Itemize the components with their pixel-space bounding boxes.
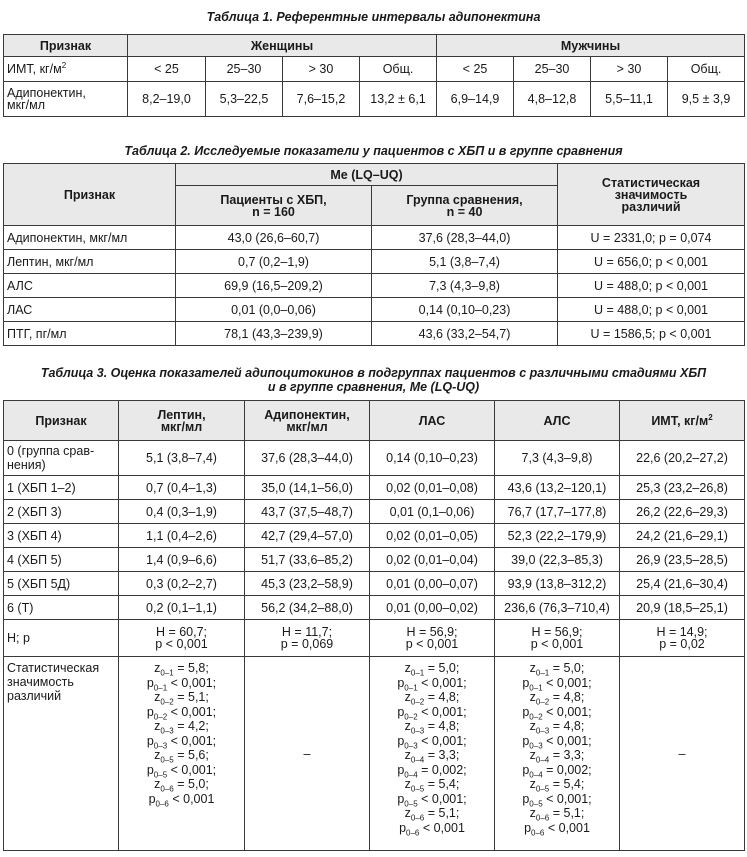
t3-sig-als — [495, 657, 620, 851]
t2-cell-patients: 43,0 (26,6–60,7) — [176, 226, 372, 250]
table1-caption: Таблица 1. Референтные интервалы адипонектина — [206, 10, 541, 24]
sig-line: $p_{0-5} < 0,001$; — [522, 791, 592, 808]
t3-header-las: ЛАС — [370, 401, 495, 441]
t1-bmi-cell: Общ. — [668, 57, 745, 82]
t2-cell-name: Адипонектин, мкг/мл — [4, 226, 176, 250]
t1-adip-cell: 5,3–22,5 — [206, 82, 283, 117]
t3-header-bmi: ИМТ, $кг/м^2$ — [620, 401, 745, 441]
t3-cell-als: 39,0 (22,3–85,3) — [495, 548, 620, 572]
t3-cell-als: 76,7 (17,7–177,8) — [495, 500, 620, 524]
sig-line: $p_{0-2} < 0,001$; — [522, 704, 592, 721]
t1-adip-cell: 9,5 ± 3,9 — [668, 82, 745, 117]
t3-cell-leptin: 5,1 (3,8–7,4) — [119, 441, 245, 476]
sig-line: $p_{0-2} < 0,001$; — [397, 704, 467, 721]
t2-cell-name: ПТГ, пг/мл — [4, 322, 176, 346]
t3-cell-adip: 42,7 (29,4–57,0) — [245, 524, 370, 548]
t2-header-me: Me (LQ–UQ) — [176, 164, 558, 186]
sig-line: $z_{0-2} = 4,8$; — [404, 690, 460, 707]
t3-sig-label: Статистическая значимость различий — [4, 657, 119, 851]
sig-line: $p_{0-6} < 0,001$ — [399, 820, 465, 837]
t3-cell-bmi: 26,9 (23,5–28,5) — [620, 548, 745, 572]
t3-cell-leptin: 0,4 (0,3–1,9) — [119, 500, 245, 524]
t3-cell-name: 0 (группа срав- нения) — [4, 441, 119, 476]
t3-hp-adiponectin: H = 11,7; p = 0,069 — [245, 620, 370, 657]
t3-sig-leptin — [119, 657, 245, 851]
sig-line: $z_{0-3} = 4,8$; — [529, 719, 585, 736]
t3-cell-las: 0,02 (0,01–0,05) — [370, 524, 495, 548]
t1-header-men: Мужчины — [437, 35, 745, 57]
t3-cell-leptin: 1,1 (0,4–2,6) — [119, 524, 245, 548]
t2-cell-name: АЛС — [4, 274, 176, 298]
t3-hp-label: H; p — [4, 620, 119, 657]
t3-cell-adip: 56,2 (34,2–88,0) — [245, 596, 370, 620]
sig-line: $p_{0-3} < 0,001$; — [397, 733, 467, 750]
t1-bmi-cell: > 30 — [591, 57, 668, 82]
t2-cell-patients: 69,9 (16,5–209,2) — [176, 274, 372, 298]
t3-cell-als: 7,3 (4,3–9,8) — [495, 441, 620, 476]
t1-bmi-cell: Общ. — [360, 57, 437, 82]
t3-cell-las: 0,02 (0,01–0,08) — [370, 476, 495, 500]
t3-cell-leptin: 0,2 (0,1–1,1) — [119, 596, 245, 620]
t3-row — [4, 572, 745, 596]
t3-cell-als: 236,6 (76,3–710,4) — [495, 596, 620, 620]
sig-line: $z_{0-5} = 5,6$; — [154, 748, 209, 765]
t3-cell-name: 1 (ХБП 1–2) — [4, 476, 119, 500]
t1-adip-cell: 7,6–15,2 — [283, 82, 360, 117]
t3-cell-bmi: 25,3 (23,2–26,8) — [620, 476, 745, 500]
sig-line: $z_{0-6} = 5,1$; — [404, 806, 460, 823]
sig-line: $p_{0-6} < 0,001$ — [524, 820, 590, 837]
sig-line: $z_{0-6} = 5,0$; — [154, 777, 209, 794]
sig-line: $p_{0-1} < 0,001$; — [397, 675, 467, 692]
t3-cell-leptin: 1,4 (0,9–6,6) — [119, 548, 245, 572]
t3-cell-adip: 37,6 (28,3–44,0) — [245, 441, 370, 476]
t3-hp-leptin: H = 60,7; p < 0,001 — [119, 620, 245, 657]
t3-cell-als: 52,3 (22,2–179,9) — [495, 524, 620, 548]
t1-bmi-cell: < 25 — [437, 57, 514, 82]
t2-cell-comparison: 0,14 (0,10–0,23) — [372, 298, 558, 322]
t3-hp-als: H = 56,9; p < 0,001 — [495, 620, 620, 657]
t2-header-comparison: Группа сравнения, n = 40 — [372, 186, 558, 226]
t3-cell-adip: 43,7 (37,5–48,7) — [245, 500, 370, 524]
t3-row — [4, 596, 745, 620]
sig-line: $p_{0-3} < 0,001$; — [522, 733, 592, 750]
t1-adip-cell: 13,2 ± 6,1 — [360, 82, 437, 117]
table3 — [3, 400, 745, 851]
t2-cell-stat: U = 488,0; p < 0,001 — [558, 274, 745, 298]
sig-line: $p_{0-5} < 0,001$; — [397, 791, 467, 808]
sig-line: $z_{0-1} = 5,0$; — [404, 661, 460, 678]
t2-header-patients: Пациенты с ХБП, n = 160 — [176, 186, 372, 226]
t2-row — [4, 226, 745, 250]
t2-row — [4, 250, 745, 274]
t2-row — [4, 274, 745, 298]
t2-header-sign: Признак — [4, 164, 176, 226]
sig-line: $z_{0-3} = 4,8$; — [404, 719, 460, 736]
t3-sig-bmi: – — [620, 657, 745, 851]
t1-header-women: Женщины — [128, 35, 437, 57]
t1-bmi-cell: > 30 — [283, 57, 360, 82]
sig-line: $p_{0-1} < 0,001$; — [522, 675, 592, 692]
t3-cell-las: 0,01 (0,00–0,07) — [370, 572, 495, 596]
t2-row — [4, 322, 745, 346]
t1-adip-cell: 6,9–14,9 — [437, 82, 514, 117]
t3-cell-name: 2 (ХБП 3) — [4, 500, 119, 524]
t3-header-sign: Признак — [4, 401, 119, 441]
sig-line: $p_{0-4} = 0,002$; — [397, 762, 467, 779]
t3-cell-als: 43,6 (13,2–120,1) — [495, 476, 620, 500]
t1-adip-cell: 5,5–11,1 — [591, 82, 668, 117]
t2-cell-stat: U = 656,0; p < 0,001 — [558, 250, 745, 274]
t1-adip-label: Адипонектин, мкг/мл — [4, 82, 128, 117]
t1-bmi-cell: 25–30 — [206, 57, 283, 82]
sig-line: $p_{0-3} < 0,001$; — [146, 733, 217, 750]
table2-caption: Таблица 2. Исследуемые показатели у пациентов с ХБП и в группе сравнения — [124, 144, 623, 158]
t2-cell-comparison: 43,6 (33,2–54,7) — [372, 322, 558, 346]
t1-bmi-cell: < 25 — [128, 57, 206, 82]
t2-cell-comparison: 7,3 (4,3–9,8) — [372, 274, 558, 298]
t3-cell-las: 0,01 (0,00–0,02) — [370, 596, 495, 620]
t3-header-leptin: Лептин, мкг/мл — [119, 401, 245, 441]
t3-cell-las: 0,14 (0,10–0,23) — [370, 441, 495, 476]
t2-cell-patients: 0,7 (0,2–1,9) — [176, 250, 372, 274]
t2-cell-name: ЛАС — [4, 298, 176, 322]
t3-sig-adiponectin: – — [245, 657, 370, 851]
t3-sig-las — [370, 657, 495, 851]
t2-cell-stat: U = 2331,0; p = 0,074 — [558, 226, 745, 250]
table3-caption-line1: Таблица 3. Оценка показателей адипоцитокинов в подгруппах пациентов с различными стадиями ХБП — [40, 366, 707, 380]
t3-cell-bmi: 20,9 (18,5–25,1) — [620, 596, 745, 620]
t3-cell-adip: 51,7 (33,6–85,2) — [245, 548, 370, 572]
t3-cell-las: 0,02 (0,01–0,04) — [370, 548, 495, 572]
sig-line: $p_{0-2} < 0,001$; — [146, 704, 217, 721]
sig-line: $p_{0-4} = 0,002$; — [522, 762, 592, 779]
t3-cell-bmi: 25,4 (21,6–30,4) — [620, 572, 745, 596]
sig-line: $z_{0-4} = 3,3$; — [404, 748, 460, 765]
t3-hp-las: H = 56,9; p < 0,001 — [370, 620, 495, 657]
table2 — [3, 163, 745, 346]
t3-header-adiponectin: Адипонектин, мкг/мл — [245, 401, 370, 441]
t3-hp-bmi: H = 14,9; p = 0,02 — [620, 620, 745, 657]
table1 — [3, 34, 745, 117]
t2-cell-patients: 0,01 (0,0–0,06) — [176, 298, 372, 322]
t3-cell-bmi: 22,6 (20,2–27,2) — [620, 441, 745, 476]
sig-line: $z_{0-5} = 5,4$; — [404, 777, 460, 794]
t3-cell-leptin: 0,7 (0,4–1,3) — [119, 476, 245, 500]
t2-cell-comparison: 37,6 (28,3–44,0) — [372, 226, 558, 250]
t3-cell-bmi: 26,2 (22,6–29,3) — [620, 500, 745, 524]
t3-row — [4, 524, 745, 548]
sig-line: $z_{0-1} = 5,0$; — [529, 661, 585, 678]
t3-cell-name: 5 (ХБП 5Д) — [4, 572, 119, 596]
t1-bmi-label: ИМТ, $кг/м^2$ — [4, 57, 128, 82]
t3-cell-bmi: 24,2 (21,6–29,1) — [620, 524, 745, 548]
sig-line: $z_{0-3} = 4,2$; — [154, 719, 209, 736]
t3-row — [4, 548, 745, 572]
sig-line: $z_{0-4} = 3,3$; — [529, 748, 585, 765]
sig-line: $p_{0-1} < 0,001$; — [146, 675, 217, 692]
t2-cell-name: Лептин, мкг/мл — [4, 250, 176, 274]
t3-cell-adip: 45,3 (23,2–58,9) — [245, 572, 370, 596]
sig-line: $z_{0-5} = 5,4$; — [529, 777, 585, 794]
sig-line: $z_{0-2} = 5,1$; — [154, 690, 209, 707]
sig-line: $p_{0-6} < 0,001$ — [148, 791, 215, 808]
t2-cell-comparison: 5,1 (3,8–7,4) — [372, 250, 558, 274]
t2-header-stat: Статистическая значимость различий — [558, 164, 745, 226]
t3-row — [4, 476, 745, 500]
table3-caption-line2: и в группе сравнения, Me (LQ-UQ) — [267, 380, 480, 394]
t1-adip-cell: 8,2–19,0 — [128, 82, 206, 117]
t1-header-sign: Признак — [4, 35, 128, 57]
t3-cell-leptin: 0,3 (0,2–2,7) — [119, 572, 245, 596]
t3-cell-name: 6 (Т) — [4, 596, 119, 620]
sig-line: $z_{0-1} = 5,8$; — [154, 661, 209, 678]
t3-cell-name: 4 (ХБП 5) — [4, 548, 119, 572]
sig-line: $z_{0-2} = 4,8$; — [529, 690, 585, 707]
t2-cell-stat: U = 488,0; p < 0,001 — [558, 298, 745, 322]
t3-cell-adip: 35,0 (14,1–56,0) — [245, 476, 370, 500]
t2-cell-patients: 78,1 (43,3–239,9) — [176, 322, 372, 346]
t3-cell-als: 93,9 (13,8–312,2) — [495, 572, 620, 596]
t3-cell-name: 3 (ХБП 4) — [4, 524, 119, 548]
sig-line: $p_{0-5} < 0,001$; — [146, 762, 217, 779]
t3-row — [4, 441, 745, 476]
sig-line: $z_{0-6} = 5,1$; — [529, 806, 585, 823]
t1-adip-cell: 4,8–12,8 — [514, 82, 591, 117]
t1-bmi-cell: 25–30 — [514, 57, 591, 82]
t3-cell-las: 0,01 (0,1–0,06) — [370, 500, 495, 524]
t3-row — [4, 500, 745, 524]
t3-header-als: АЛС — [495, 401, 620, 441]
t2-cell-stat: U = 1586,5; p < 0,001 — [558, 322, 745, 346]
t2-row — [4, 298, 745, 322]
